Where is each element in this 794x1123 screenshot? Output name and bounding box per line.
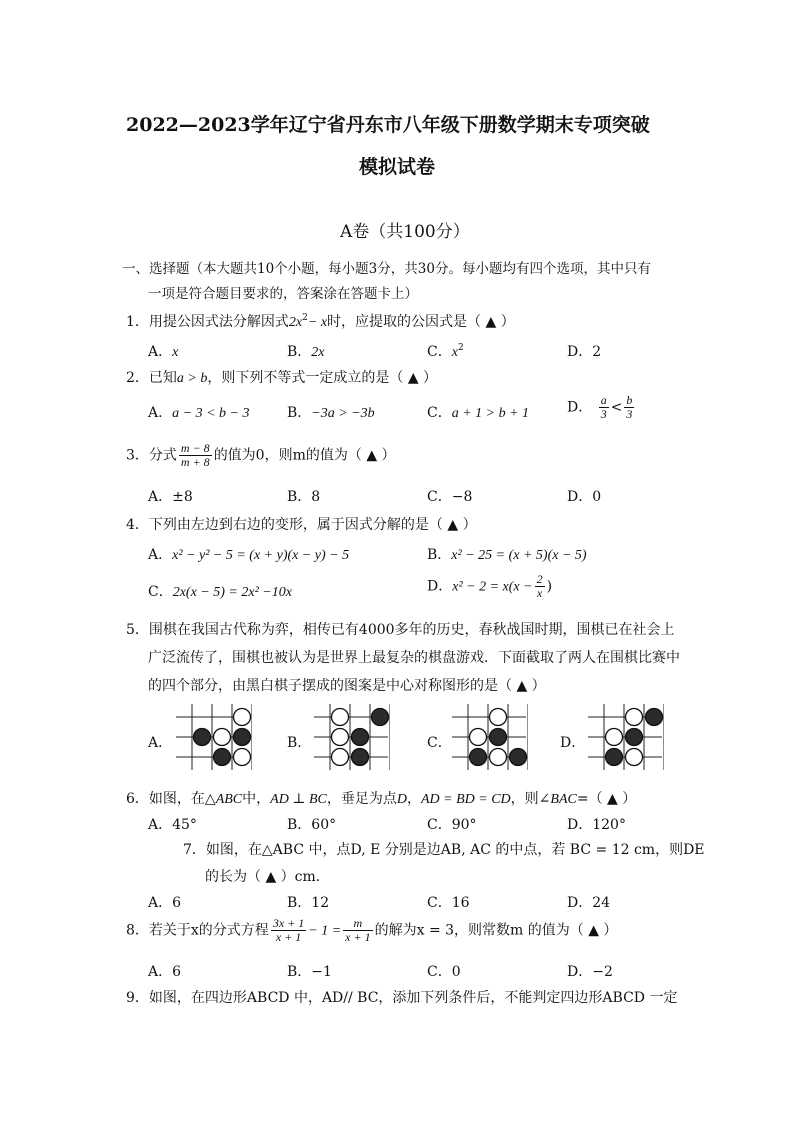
- q7-option-c: C．16: [427, 895, 470, 911]
- q7-option-d: D．24: [567, 895, 611, 911]
- q7-line1: 7．如图，在△ABC 中，点D, E 分别是边AB, AC 的中点，若 BC = 12 cm，则DE: [183, 842, 705, 858]
- q6-option-d: D．120°: [567, 817, 626, 833]
- black-stone: [214, 749, 231, 766]
- q3-option-d: D．0: [567, 489, 602, 505]
- q2-stem: 2．已知a > b，则下列不等式一定成立的是（ ▲ ）: [126, 370, 438, 386]
- go-board-c: [448, 702, 528, 772]
- black-stone: [470, 749, 487, 766]
- white-stone: [214, 729, 231, 746]
- q5-option-d-label: D．: [560, 735, 586, 751]
- black-stone: [626, 729, 643, 746]
- q8-option-a: A．6: [148, 964, 182, 980]
- q2-option-a: A．a − 3 < b − 3: [148, 405, 250, 421]
- q4-option-a: A．x² − y² − 5 = (x + y)(x − y) − 5: [148, 547, 350, 563]
- q4-option-b: B．x² − 25 = (x + 5)(x − 5): [427, 547, 587, 563]
- q1-option-a: A．x: [148, 344, 179, 360]
- go-board-d: [584, 702, 664, 772]
- part1-line1: 一、选择题（本大题共10个小题，每小题3分，共30分。每小题均有四个选项，其中只有: [122, 261, 651, 277]
- black-stone: [510, 749, 527, 766]
- black-stone: [372, 709, 389, 726]
- q8-option-b: B．−1: [287, 964, 332, 980]
- black-stone: [352, 729, 369, 746]
- q3-option-a: A．±8: [148, 489, 193, 505]
- q1-option-d: D．2: [567, 344, 602, 360]
- q8-stem: 8．若关于x的分式方程 $\frac{3x + 1}{x + 1}$ − 1 = $\frac{m}{x + 1}$ 的解为x = 3，则常数m 的值为（ ▲ ）: [126, 916, 618, 944]
- page-title: 2022—2023学年辽宁省丹东市八年级下册数学期末专项突破: [126, 114, 650, 136]
- q4-option-d: D．x² − 2 = x(x − $\frac{2}{x}$ ): [427, 572, 553, 600]
- black-stone: [606, 749, 623, 766]
- black-stone: [194, 729, 211, 746]
- q6-option-b: B．60°: [287, 817, 337, 833]
- white-stone: [332, 709, 349, 726]
- white-stone: [626, 709, 643, 726]
- go-board-a: [172, 702, 252, 772]
- q5-option-c-label: C．: [427, 735, 452, 751]
- q7-option-b: B．12: [287, 895, 330, 911]
- q8-option-d: D．−2: [567, 964, 613, 980]
- go-board-b: [310, 702, 390, 772]
- q2-option-d: D． $\frac{a}{3}$ < $\frac{b}{3}$: [567, 393, 633, 421]
- white-stone: [490, 749, 507, 766]
- white-stone: [332, 749, 349, 766]
- q1-option-b: B．2x: [287, 344, 325, 360]
- q1-stem: 1．用提公因式法分解因式$2x^2- x$时，应提取的公因式是（ ▲ ）: [126, 313, 515, 330]
- black-stone: [352, 749, 369, 766]
- black-stone: [490, 729, 507, 746]
- white-stone: [606, 729, 623, 746]
- white-stone: [626, 749, 643, 766]
- q3-option-b: B．8: [287, 489, 321, 505]
- q6-option-c: C．90°: [427, 817, 477, 833]
- q7-option-a: A．6: [148, 895, 182, 911]
- q6-option-a: A．45°: [148, 817, 197, 833]
- white-stone: [470, 729, 487, 746]
- part1-line2: 一项是符合题目要求的，答案涂在答题卡上）: [148, 286, 418, 302]
- q3-option-c: C．−8: [427, 489, 473, 505]
- q5-line2: 广泛流传了，围棋也被认为是世界上最复杂的棋盘游戏．下面截取了两人在围棋比赛中: [148, 650, 680, 666]
- white-stone: [234, 709, 251, 726]
- q7-line2: 的长为（ ▲ ）cm.: [205, 869, 321, 885]
- q2-option-c: C．a + 1 > b + 1: [427, 405, 530, 421]
- white-stone: [234, 749, 251, 766]
- q4-stem: 4．下列由左边到右边的变形，属于因式分解的是（ ▲ ）: [126, 517, 477, 533]
- q2-option-b: B．−3a > −3b: [287, 405, 375, 421]
- white-stone: [490, 709, 507, 726]
- black-stone: [234, 729, 251, 746]
- q1-option-c: C．$x^2$: [427, 343, 464, 360]
- section-heading: A卷（共100分）: [340, 222, 470, 242]
- q6-stem: 6．如图，在△ABC中，AD ⊥ BC，垂足为点D，AD = BD = CD，则∠BAC=（ ▲ ）: [126, 791, 637, 807]
- q4-option-c: C．2x(x − 5) = 2x² −10x: [148, 584, 292, 600]
- white-stone: [332, 729, 349, 746]
- q9-line1: 9．如图，在四边形ABCD 中，AD// BC，添加下列条件后，不能判定四边形ABCD 一定: [126, 990, 678, 1006]
- q8-option-c: C．0: [427, 964, 461, 980]
- q5-line1: 5．围棋在我国古代称为弈，相传已有4000多年的历史，春秋战国时期，围棋已在社会上: [126, 622, 675, 638]
- q5-option-a-label: A．: [148, 735, 173, 751]
- q5-option-b-label: B．: [287, 735, 312, 751]
- page-title-line2: 模拟试卷: [359, 156, 436, 178]
- black-stone: [646, 709, 663, 726]
- q5-line3: 的四个部分，由黑白棋子摆成的图案是中心对称图形的是（ ▲ ）: [148, 678, 546, 694]
- q3-stem: 3．分式 $\frac{m - 8}{m + 8}$ 的值为0，则m的值为（ ▲ ）: [126, 441, 396, 469]
